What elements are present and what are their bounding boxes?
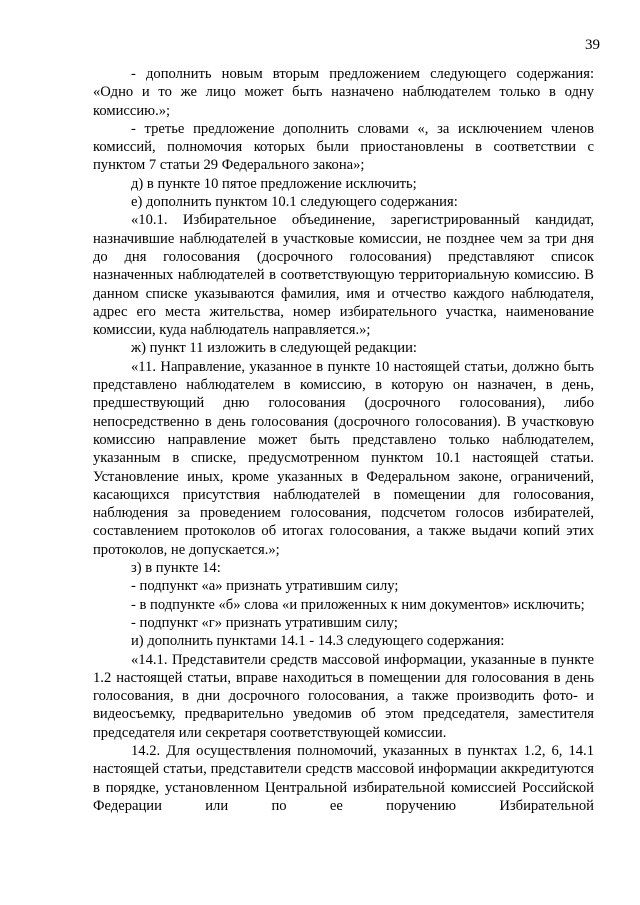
- paragraph: - подпункт «г» признать утратившим силу;: [131, 614, 398, 631]
- paragraph: «11. Направление, указанное в пункте 10 настоящей статьи, должно быть представлено наблюдателем в комиссию, в которую он назначен, в день, предшествующий дню голосования (досрочного голосования), либо непосредственно в день голосования (досрочного голосования). В участковую комиссию направление может быть представлено только наблюдателем, указанным в списке, предусмотренном пунктом 10.1 настоящей статьи. Установление иных, кроме указанных в Федеральном законе, ограничений, касающихся присутствия наблюдателей в помещении для голосования, наблюдения за проведением голосования, подсчетом голосов избирателей, составлением протоколов об итогах голосования, а также выдачи копий этих протоколов, не допускается.»;: [93, 358, 594, 558]
- paragraph: з) в пункте 14:: [131, 560, 221, 577]
- paragraph: «14.1. Представители средств массовой информации, указанные в пункте 1.2 настоящей статьи, вправе находиться в помещении для голосования в день голосования, в дни досрочного голосования, а также производить фото- и видеосъемку, предварительно уведомив об этом председателя, заместителя председателя или секретаря соответствующей комиссии.: [93, 651, 594, 741]
- page-number: 39: [585, 37, 600, 53]
- paragraph: - подпункт «а» признать утратившим силу;: [131, 578, 399, 595]
- paragraph: е) дополнить пунктом 10.1 следующего содержания:: [131, 194, 458, 211]
- paragraph: - третье предложение дополнить словами «, за исключением членов комиссий, полномочия которых были приостановлены в соответствии с пунктом 7 статьи 29 Федерального закона»;: [93, 120, 594, 174]
- paragraph: ж) пункт 11 изложить в следующей редакции:: [131, 340, 417, 357]
- paragraph: и) дополнить пунктами 14.1 - 14.3 следующего содержания:: [131, 633, 505, 650]
- paragraph: д) в пункте 10 пятое предложение исключить;: [131, 175, 417, 192]
- paragraph: - в подпункте «б» слова «и приложенных к ним документов» исключить;: [131, 596, 585, 613]
- paragraph: «10.1. Избирательное объединение, зарегистрированный кандидат, назначившие наблюдателей в участковые комиссии, не позднее чем за три дня до дня голосования (досрочного голосования) представляют список назначенных наблюдателей в соответствующую территориальную комиссию. В данном списке указываются фамилия, имя и отчество каждого наблюдателя, адрес его места жительства, номер избирательного участка, наименование комиссии, куда наблюдатель направляется.»;: [93, 212, 594, 339]
- document-body: [93, 65, 594, 815]
- paragraph: 14.2. Для осуществления полномочий, указанных в пунктах 1.2, 6, 14.1 настоящей статьи, представители средств массовой информации аккредитуются в порядке, установленном Центральной избирательной комиссией Российской Федерации или по ее поручению Избирательной: [93, 742, 594, 814]
- paragraph: - дополнить новым вторым предложением следующего содержания: «Одно и то же лицо может быть назначено наблюдателем только в одну комиссию.»;: [93, 66, 594, 119]
